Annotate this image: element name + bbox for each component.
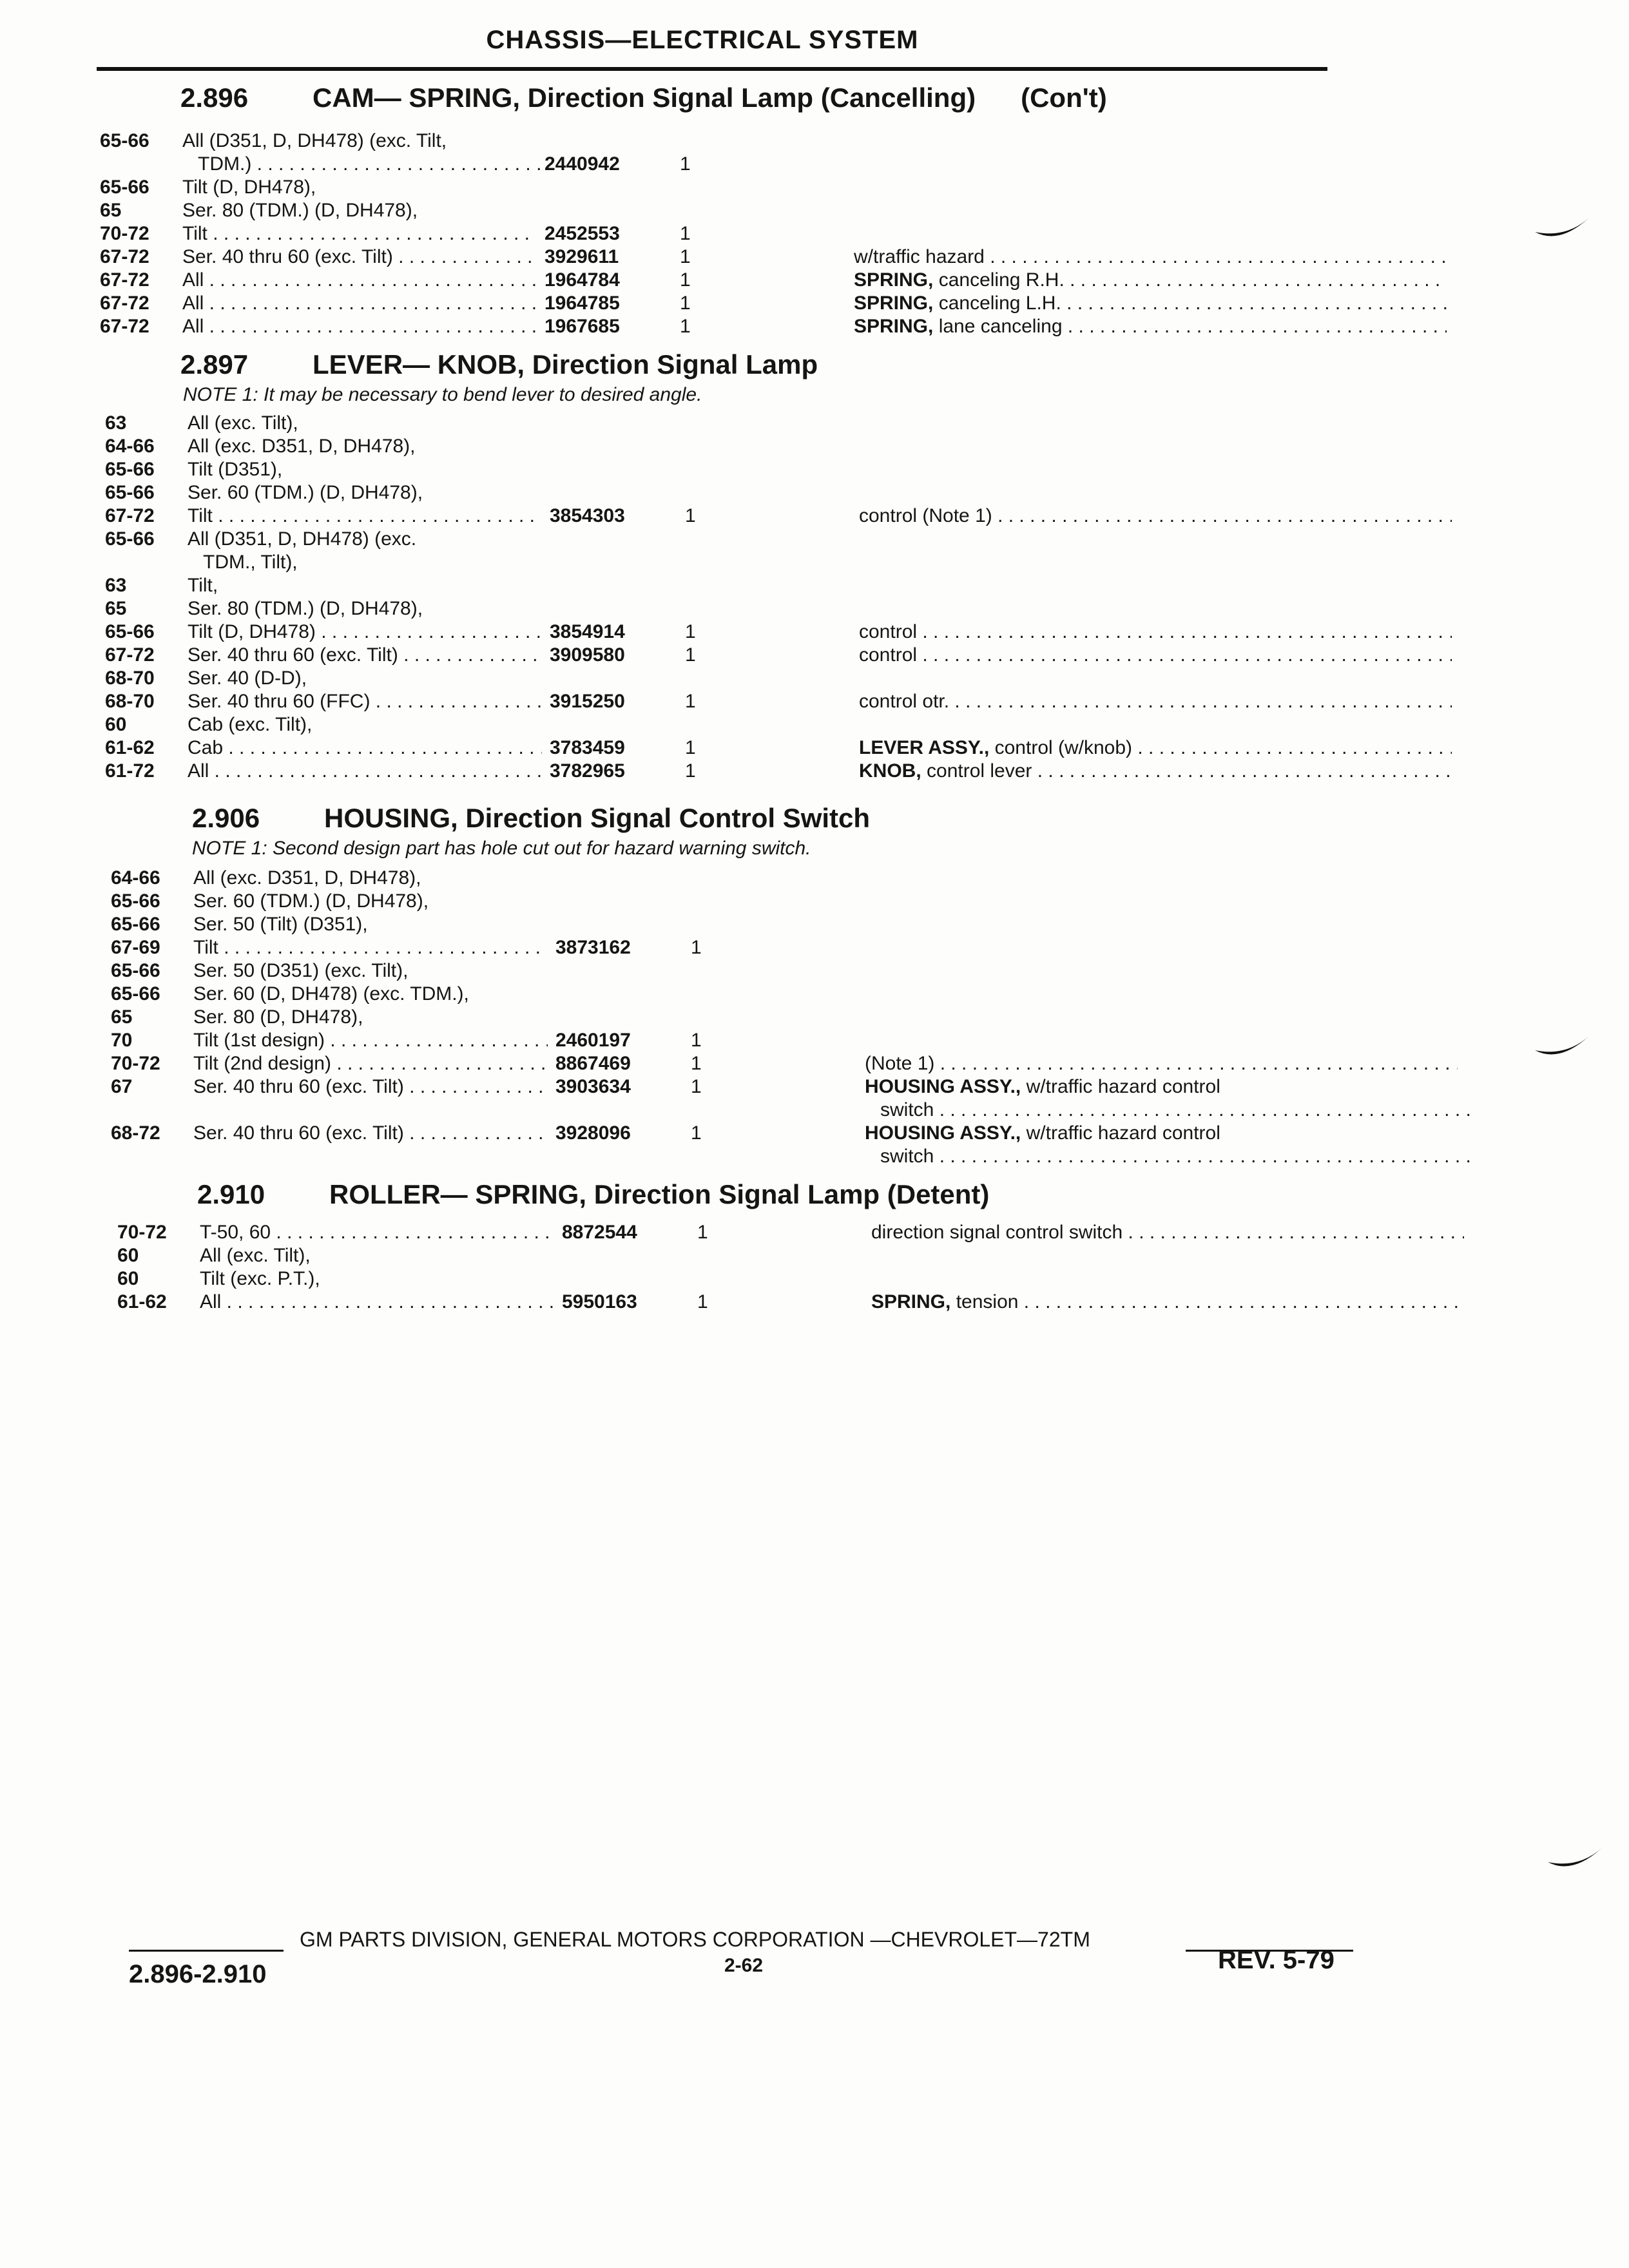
part-description: [865, 1099, 1473, 1121]
table-row: [105, 644, 1362, 668]
quantity: 1: [685, 505, 696, 526]
application-description: All (D351, D, DH478) (exc.: [188, 528, 417, 550]
part-description: [854, 293, 1447, 314]
application-description: All (exc. Tilt),: [188, 412, 298, 434]
footer-page-number: 2-62: [724, 1955, 764, 1976]
part-detail: canceling R.H.: [938, 269, 1065, 291]
part-name-bold: LEVER ASSY.,: [859, 737, 990, 758]
part-number: 3928096: [555, 1122, 631, 1144]
model-years: 64-66: [111, 867, 160, 889]
model-years: 67-72: [105, 644, 155, 666]
table-row: [100, 223, 1356, 246]
table-row: [111, 1146, 1367, 1169]
table-row: [105, 621, 1362, 644]
part-name-bold: SPRING,: [854, 316, 934, 337]
application-description: Ser. 40 (D-D),: [188, 668, 307, 689]
table-row: [100, 269, 1356, 293]
part-name-bold: SPRING,: [854, 269, 934, 291]
section-title-2-910: [197, 1179, 989, 1210]
model-years: 68-70: [105, 691, 155, 712]
page-header-title: CHASSIS—ELECTRICAL SYSTEM: [486, 26, 919, 54]
part-number: 3854303: [550, 505, 625, 526]
part-name-bold: SPRING,: [871, 1291, 951, 1312]
table-row: [111, 914, 1367, 937]
quantity: 1: [697, 1222, 708, 1243]
section-heading: CAM— SPRING, Direction Signal Lamp (Cancelling): [313, 82, 976, 113]
table-row: [111, 960, 1367, 983]
part-detail: control (Note 1): [859, 505, 992, 526]
table-row: [111, 1122, 1367, 1146]
application-description: Cab . . .: [188, 737, 542, 759]
part-number: 3854914: [550, 621, 625, 642]
model-years: 65: [100, 200, 122, 221]
part-number: 2440942: [545, 153, 620, 175]
part-description: [854, 269, 1447, 291]
application-description: Tilt (D, DH478),: [182, 177, 316, 198]
application-description: Ser. 60 (TDM.) (D, DH478),: [188, 482, 423, 503]
table-row: [100, 246, 1356, 269]
table-row: [111, 1030, 1367, 1053]
part-number: 3903634: [555, 1076, 631, 1097]
part-description: [859, 505, 1452, 527]
part-description: [854, 316, 1447, 338]
model-years: 67-72: [105, 505, 155, 526]
application-description: All . . .: [188, 760, 542, 782]
table-row: [117, 1291, 1374, 1314]
part-detail: tension: [956, 1291, 1019, 1312]
part-number: 2452553: [545, 223, 620, 244]
application-description: All . . .: [182, 293, 537, 314]
section-number: 2.906: [192, 803, 260, 833]
table-row: [105, 528, 1362, 552]
model-years: 65-66: [111, 914, 160, 935]
table-row: [105, 482, 1362, 505]
part-number: 8872544: [562, 1222, 637, 1243]
table-row: [117, 1245, 1374, 1268]
table-row: [105, 737, 1362, 760]
model-years: 60: [117, 1245, 139, 1266]
table-row: [117, 1268, 1374, 1291]
quantity: 1: [685, 691, 696, 712]
quantity: 1: [680, 293, 691, 314]
application-description: All (exc. D351, D, DH478),: [188, 436, 416, 457]
model-years: 67-72: [100, 293, 149, 314]
part-detail: switch: [880, 1146, 934, 1167]
model-years: 65: [105, 598, 127, 619]
quantity: 1: [685, 737, 696, 758]
table-row: [105, 436, 1362, 459]
binding-mark-icon: [1534, 213, 1592, 245]
model-years: 70-72: [100, 223, 149, 244]
table-row: [111, 937, 1367, 960]
part-description: [865, 1076, 1458, 1098]
part-detail: control (w/knob): [994, 737, 1133, 758]
binding-mark-icon: [1534, 1031, 1592, 1063]
table-row: [111, 983, 1367, 1006]
part-description: [859, 760, 1452, 782]
application-description: Ser. 80 (D, DH478),: [193, 1006, 363, 1028]
application-description: All . . .: [182, 269, 537, 291]
part-number: 3873162: [555, 937, 631, 958]
application-description: Cab (exc. Tilt),: [188, 714, 313, 735]
model-years: 67: [111, 1076, 133, 1097]
part-detail: switch: [880, 1099, 934, 1120]
application-description: Ser. 50 (Tilt) (D351),: [193, 914, 368, 935]
table-row: [105, 598, 1362, 621]
model-years: 65-66: [111, 890, 160, 912]
quantity: 1: [685, 621, 696, 642]
table-row: [100, 130, 1356, 153]
application-description: Ser. 40 thru 60 (FFC) . . .: [188, 691, 542, 713]
table-row: [111, 867, 1367, 890]
model-years: 63: [105, 575, 127, 596]
application-description: Tilt (D351),: [188, 459, 283, 480]
section-number: 2.896: [180, 82, 249, 113]
table-row: [111, 890, 1367, 914]
application-description: Tilt (exc. P.T.),: [200, 1268, 320, 1289]
model-years: 68-72: [111, 1122, 160, 1144]
table-row: [105, 505, 1362, 528]
application-description: Ser. 60 (D, DH478) (exc. TDM.),: [193, 983, 469, 1004]
part-detail: lane canceling: [938, 316, 1063, 337]
application-description: Ser. 40 thru 60 (exc. Tilt) . . .: [193, 1122, 548, 1144]
section-title-2-897: [180, 349, 818, 380]
model-years: 65-66: [105, 459, 155, 480]
application-description: All (D351, D, DH478) (exc. Tilt,: [182, 130, 447, 151]
table-row: [111, 1053, 1367, 1076]
application-description: TDM., Tilt),: [203, 552, 298, 573]
quantity: 1: [691, 1053, 702, 1074]
model-years: 61-62: [117, 1291, 167, 1312]
model-years: 63: [105, 412, 127, 434]
part-description: [871, 1222, 1464, 1244]
quantity: 1: [685, 760, 696, 782]
binding-mark-icon: [1547, 1843, 1605, 1875]
model-years: 65: [111, 1006, 133, 1028]
table-row: [105, 575, 1362, 598]
table-row: [105, 760, 1362, 783]
part-number: 1967685: [545, 316, 620, 337]
quantity: 1: [697, 1291, 708, 1312]
application-description: Ser. 80 (TDM.) (D, DH478),: [182, 200, 418, 221]
application-description: Tilt (D, DH478) . . .: [188, 621, 542, 643]
application-description: Ser. 40 thru 60 (exc. Tilt) . . .: [182, 246, 537, 268]
part-description: [865, 1053, 1458, 1075]
quantity: 1: [680, 316, 691, 337]
model-years: 65-66: [105, 528, 155, 550]
application-description: T-50, 60 . . .: [200, 1222, 554, 1244]
model-years: 65-66: [111, 983, 160, 1004]
model-years: 61-62: [105, 737, 155, 758]
model-years: 70: [111, 1030, 133, 1051]
application-description: Tilt,: [188, 575, 218, 596]
part-name-bold: SPRING,: [854, 293, 934, 314]
model-years: 65-66: [111, 960, 160, 981]
part-number: 5950163: [562, 1291, 637, 1312]
application-description: Ser. 60 (TDM.) (D, DH478),: [193, 890, 429, 912]
model-years: 65-66: [105, 482, 155, 503]
application-description: Ser. 80 (TDM.) (D, DH478),: [188, 598, 423, 619]
table-row: [111, 1006, 1367, 1030]
part-detail: w/traffic hazard control: [1026, 1122, 1220, 1144]
application-description: All (exc. Tilt),: [200, 1245, 311, 1266]
table-row: [105, 668, 1362, 691]
section-heading: HOUSING, Direction Signal Control Switch: [324, 803, 871, 833]
footer-rule-left: [129, 1950, 284, 1952]
application-description: Ser. 40 thru 60 (exc. Tilt) . . .: [193, 1076, 548, 1098]
section-number: 2.897: [180, 349, 249, 380]
part-description: [859, 691, 1452, 713]
section-title-2-906: [192, 803, 870, 834]
part-detail: control: [859, 621, 918, 642]
part-description: [859, 621, 1452, 643]
section-number: 2.910: [197, 1179, 265, 1209]
application-description: Tilt . . .: [182, 223, 537, 245]
section-note: NOTE 1: It may be necessary to bend lever to desired angle.: [183, 384, 702, 405]
section-heading: ROLLER— SPRING, Direction Signal Lamp (Detent): [329, 1179, 990, 1209]
quantity: 1: [691, 1076, 702, 1097]
part-detail: control: [859, 644, 918, 666]
part-detail: canceling L.H.: [938, 293, 1061, 314]
footer-section-range: 2.896-2.910: [129, 1960, 267, 1988]
model-years: 70-72: [117, 1222, 167, 1243]
part-number: 3909580: [550, 644, 625, 666]
model-years: 68-70: [105, 668, 155, 689]
table-row: [105, 552, 1362, 575]
table-row: [100, 316, 1356, 339]
part-description: [871, 1291, 1464, 1313]
model-years: 65-66: [105, 621, 155, 642]
quantity: 1: [680, 153, 691, 175]
part-number: 3783459: [550, 737, 625, 758]
part-description: [865, 1146, 1473, 1168]
part-number: 3915250: [550, 691, 625, 712]
quantity: 1: [691, 1122, 702, 1144]
application-description: Ser. 50 (D351) (exc. Tilt),: [193, 960, 409, 981]
part-description: [859, 644, 1452, 666]
part-name-bold: HOUSING ASSY.,: [865, 1122, 1021, 1144]
model-years: 60: [117, 1268, 139, 1289]
table-row: [100, 177, 1356, 200]
application-description: All (exc. D351, D, DH478),: [193, 867, 421, 889]
application-description: All . . .: [182, 316, 537, 338]
table-row: [111, 1099, 1367, 1122]
table-row: [117, 1222, 1374, 1245]
model-years: 67-72: [100, 246, 149, 267]
part-number: 1964785: [545, 293, 620, 314]
quantity: 1: [680, 269, 691, 291]
part-number: 3929611: [545, 246, 619, 267]
part-name-bold: KNOB,: [859, 760, 921, 782]
application-description: Tilt . . .: [188, 505, 542, 527]
part-number: 3782965: [550, 760, 625, 782]
section-note: NOTE 1: Second design part has hole cut out for hazard warning switch.: [192, 838, 811, 859]
table-row: [105, 459, 1362, 482]
model-years: 61-72: [105, 760, 155, 782]
part-detail: direction signal control switch: [871, 1222, 1123, 1243]
table-row: [105, 714, 1362, 737]
part-number: 1964784: [545, 269, 620, 291]
part-description: [859, 737, 1452, 759]
model-years: 67-69: [111, 937, 160, 958]
model-years: 67-72: [100, 316, 149, 337]
table-row: [100, 153, 1356, 177]
model-years: 64-66: [105, 436, 155, 457]
part-detail: w/traffic hazard control: [1026, 1076, 1220, 1097]
table-row: [105, 412, 1362, 436]
part-number: 2460197: [555, 1030, 631, 1051]
part-detail: (Note 1): [865, 1053, 935, 1074]
application-description: All . . .: [200, 1291, 554, 1313]
footer-publisher: GM PARTS DIVISION, GENERAL MOTORS CORPORATION —CHEVROLET—72TM: [300, 1928, 1090, 1951]
model-years: 65-66: [100, 177, 149, 198]
quantity: 1: [680, 246, 691, 267]
part-description: [854, 246, 1447, 268]
part-detail: control lever: [927, 760, 1032, 782]
application-description: Ser. 40 thru 60 (exc. Tilt) . . .: [188, 644, 542, 666]
model-years: 67-72: [100, 269, 149, 291]
model-years: 60: [105, 714, 127, 735]
table-row: [111, 1076, 1367, 1099]
quantity: 1: [691, 1030, 702, 1051]
application-description: Tilt (1st design) . . .: [193, 1030, 548, 1052]
model-years: 65-66: [100, 130, 149, 151]
part-description: [865, 1122, 1458, 1144]
table-row: [100, 293, 1356, 316]
application-description: Tilt . . .: [193, 937, 548, 959]
application-description: TDM.) . . .: [182, 153, 552, 175]
part-detail: control otr.: [859, 691, 950, 712]
quantity: 1: [685, 644, 696, 666]
part-name-bold: HOUSING ASSY.,: [865, 1076, 1021, 1097]
section-heading: LEVER— KNOB, Direction Signal Lamp: [313, 349, 818, 380]
model-years: 70-72: [111, 1053, 160, 1074]
quantity: 1: [691, 937, 702, 958]
footer-revision: REV. 5-79: [1218, 1946, 1335, 1974]
part-number: 8867469: [555, 1053, 631, 1074]
part-detail: w/traffic hazard: [854, 246, 985, 267]
table-row: [100, 200, 1356, 223]
section-title-2-896: [180, 82, 1107, 113]
header-rule: [97, 67, 1327, 71]
application-description: Tilt (2nd design) . . .: [193, 1053, 548, 1075]
quantity: 1: [680, 223, 691, 244]
table-row: [105, 691, 1362, 714]
continued-label: (Con't): [1021, 82, 1107, 113]
